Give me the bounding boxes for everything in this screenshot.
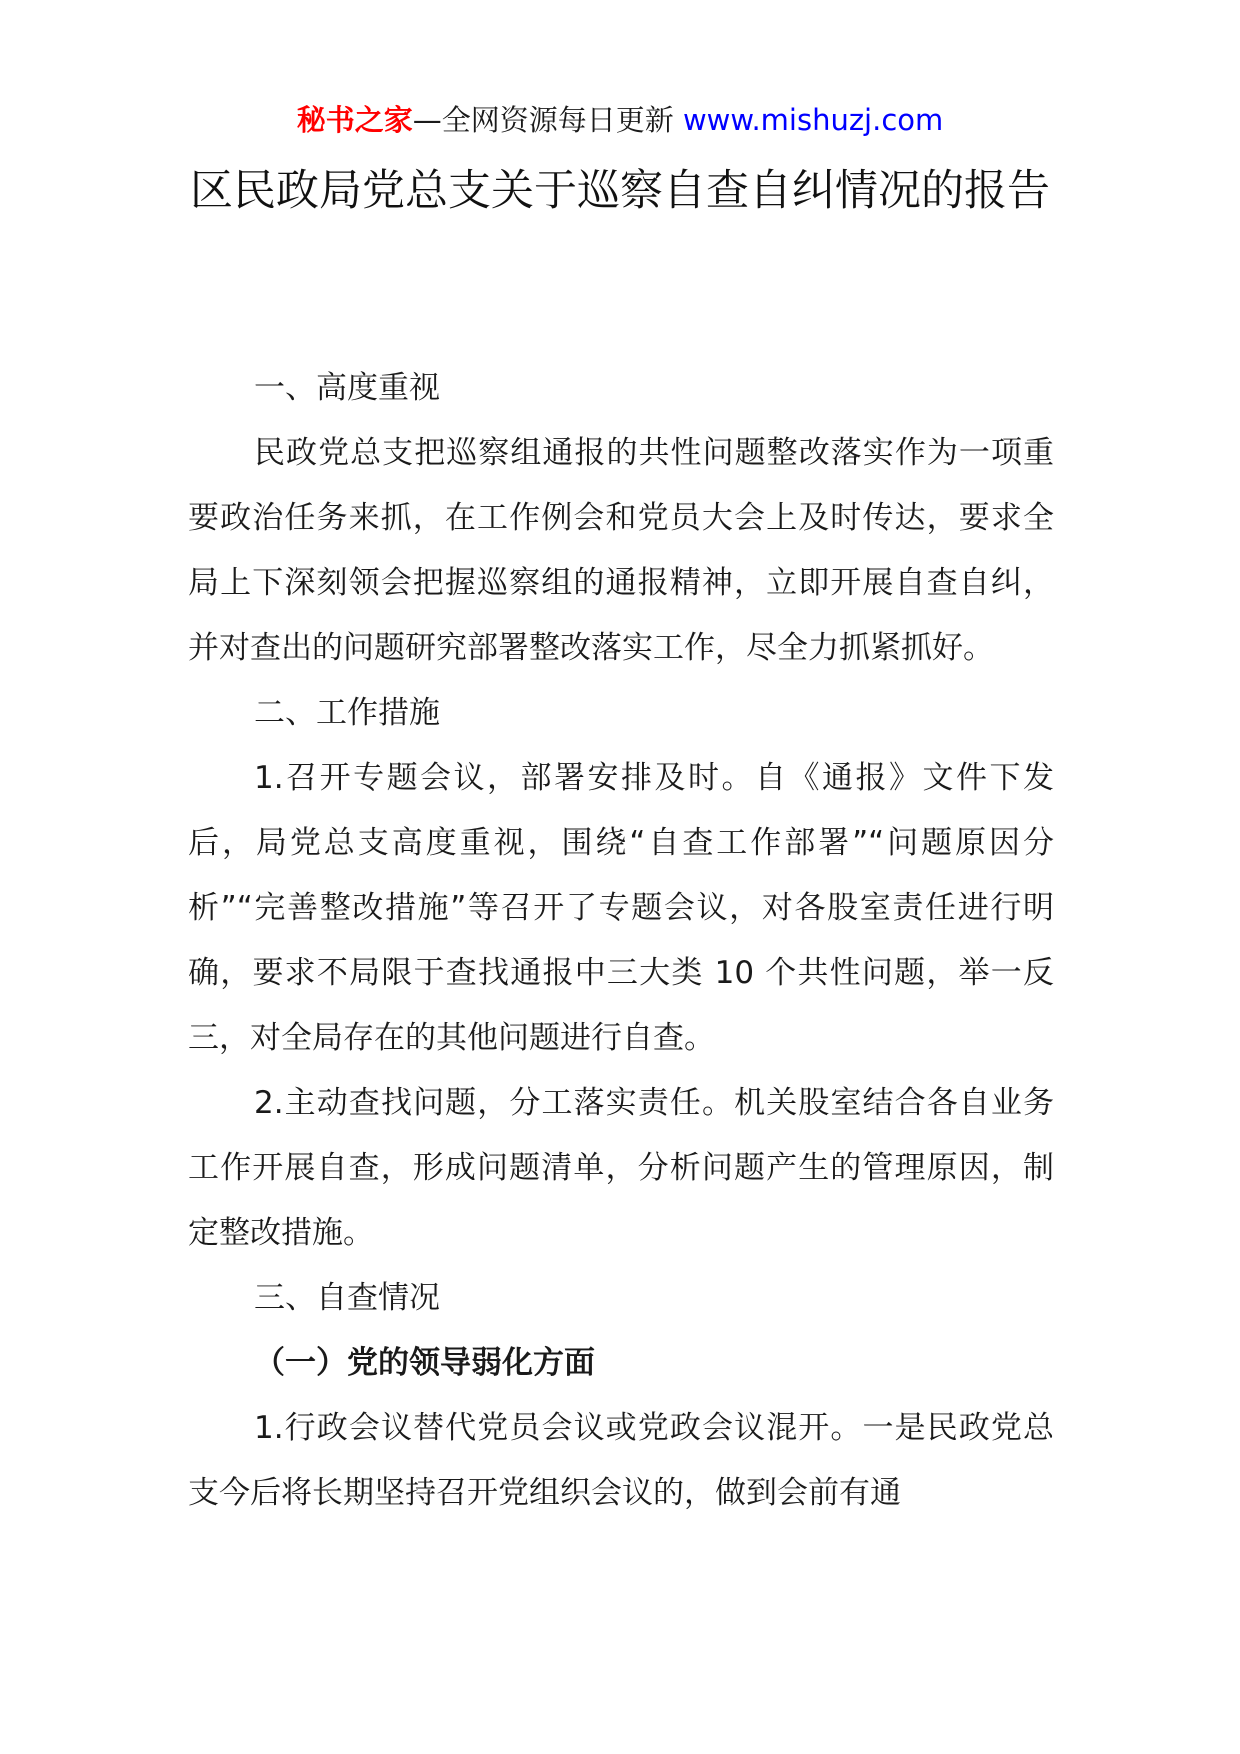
paragraph: 1.行政会议替代党员会议或党政会议混开。一是民政党总支今后将长期坚持召开党组织会议的，做到会前有通 [188,1410,1054,1511]
document-title: 区民政局党总支关于巡察自查自纠情况的报告 [190,166,1050,216]
site-banner [0,100,1240,140]
section-heading: 二、工作措施 [254,695,440,731]
site-tagline: —全网资源每日更新 [412,103,683,137]
subsection-heading: （一）党的领导弱化方面 [254,1345,595,1381]
site-brand: 秘书之家 [296,103,413,137]
section-heading: 一、高度重视 [254,370,440,406]
paragraph: 1.召开专题会议，部署安排及时。自《通报》文件下发后，局党总支高度重视，围绕“自查工作部署”“问题原因分析”“完善整改措施”等召开了专题会议，对各股室责任进行明确，要求不局限于查找通报中三大类 10 个共性问题，举一反三，对全局存在的其他问题进行自查。 [188,760,1054,1056]
paragraph: 2.主动查找问题，分工落实责任。机关股室结合各自业务工作开展自查，形成问题清单，分析问题产生的管理原因，制定整改措施。 [188,1085,1054,1251]
site-url[interactable]: www.mishuzj.com [682,103,944,137]
section-heading: 三、自查情况 [254,1280,440,1316]
paragraph: 民政党总支把巡察组通报的共性问题整改落实作为一项重要政治任务来抓，在工作例会和党员大会上及时传达，要求全局上下深刻领会把握巡察组的通报精神，立即开展自查自纠，并对查出的问题研究部署整改落实工作，尽全力抓紧抓好。 [188,435,1054,666]
document-body [188,356,1054,1526]
